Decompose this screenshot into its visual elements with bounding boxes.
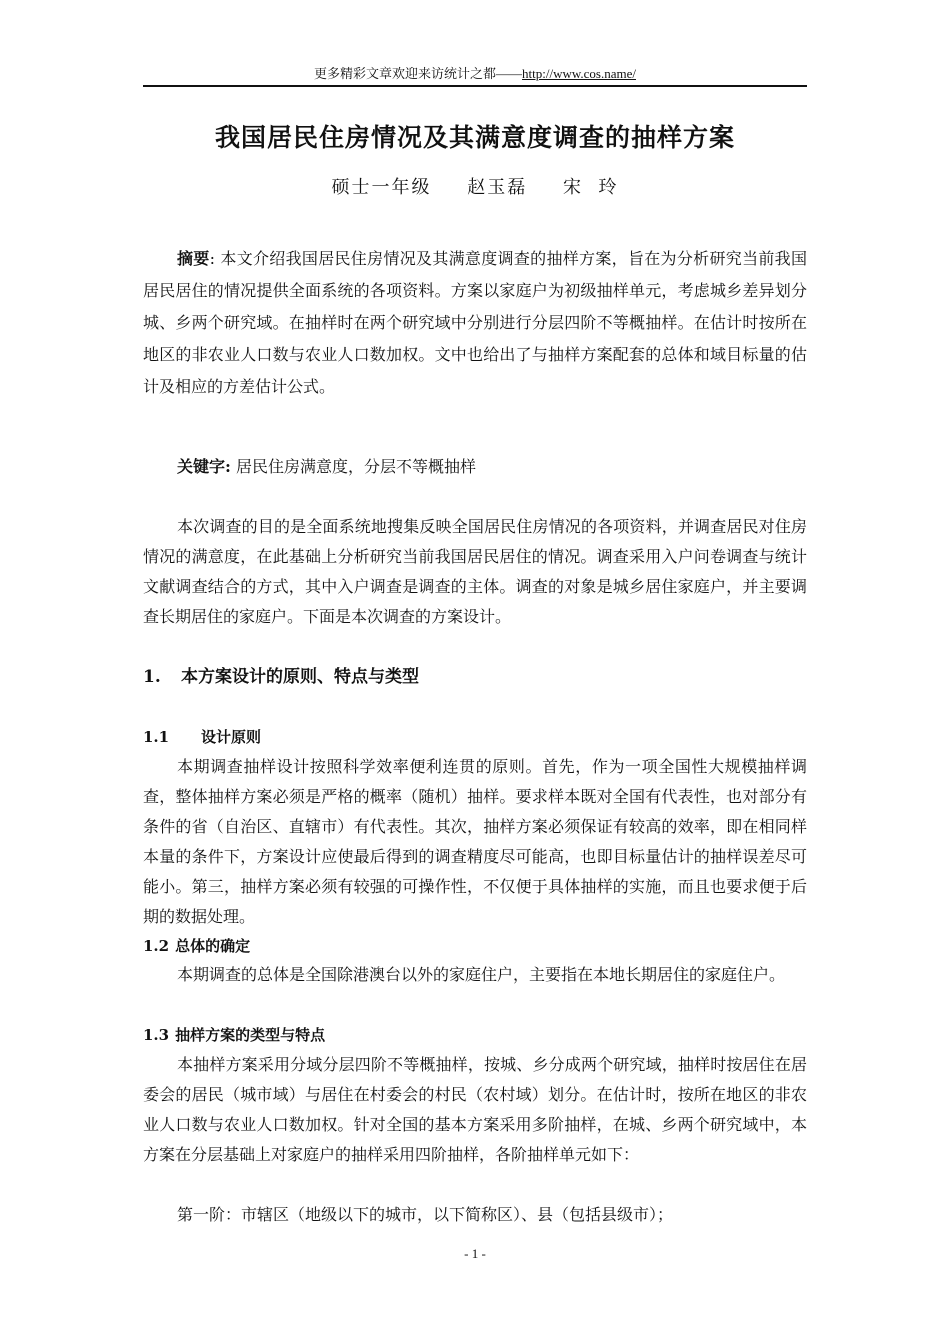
intro-paragraph: 本次调查的目的是全面系统地搜集反映全国居民住房情况的各项资料，并调查居民对住房情况的满意度，在此基础上分析研究当前我国居民居住的情况。调查采用入户问卷调查与统计文献调查结合的方式，其中入户调查是调查的主体。调查的对象是城乡居住家庭户，并主要调查长期居住的家庭户。下面是本次调查的方案设计。 xyxy=(143,517,807,626)
paper-title: 我国居民住房情况及其满意度调查的抽样方案 xyxy=(214,123,735,152)
stage-1-line: 第一阶：市辖区（地级以下的城市，以下简称区）、县（包括县级市）； xyxy=(177,1205,674,1224)
author-name-2: 宋 玲 xyxy=(563,177,619,198)
author-name-1: 赵玉磊 xyxy=(467,177,528,198)
abstract xyxy=(143,243,807,403)
keywords-text: 居民住房满意度，分层不等概抽样 xyxy=(230,457,477,476)
section-1-1-heading xyxy=(143,725,261,749)
section-1-3-title: 抽样方案的类型与特点 xyxy=(175,1026,326,1044)
section-1-1-number: 1.1 xyxy=(143,728,170,746)
header-rule xyxy=(143,85,807,87)
section-1-title: 本方案设计的原则、特点与类型 xyxy=(181,667,419,687)
author-grade: 硕士一年级 xyxy=(331,177,432,198)
section-1-1-paragraph: 本期调查抽样设计按照科学效率便利连贯的原则。首先，作为一项全国性大规模抽样调查，整体抽样方案必须是严格的概率（随机）抽样。要求样本既对全国有代表性，也对部分有条件的省（自治区、直辖市）有代表性。其次，抽样方案必须保证有较高的效率，即在相同样本量的条件下，方案设计应使最后得到的调查精度尽可能高，也即目标量估计的抽样误差尽可能小。第三，抽样方案必须有较强的可操作性，不仅便于具体抽样的实施，而且也要求便于后期的数据处理。 xyxy=(143,757,807,926)
section-1-3-number: 1.3 xyxy=(143,1026,170,1044)
section-1-2-number: 1.2 xyxy=(143,937,170,955)
running-header xyxy=(143,66,807,82)
keywords-label: 关键字: xyxy=(177,457,231,476)
section-1-1-title: 设计原则 xyxy=(201,728,262,746)
section-1-heading xyxy=(143,664,419,690)
header-link[interactable]: http://www.cos.name/ xyxy=(522,66,636,81)
page-number: - 1 - xyxy=(464,1246,486,1261)
section-1-3-paragraph: 本抽样方案采用分域分层四阶不等概抽样，按城、乡分成两个研究域，抽样时按居住在居委会的居民（城市域）与居住在村委会的村民（农村域）划分。在估计时，按所在地区的非农业人口数与农业人口数加权。针对全国的基本方案采用多阶抽样，在城、乡两个研究域中，本方案在分层基础上对家庭户的抽样采用四阶抽样，各阶抽样单元如下： xyxy=(143,1055,807,1164)
section-1-3-heading xyxy=(143,1023,325,1047)
keywords xyxy=(143,452,807,482)
header-text: 更多精彩文章欢迎来访统计之都—— xyxy=(314,66,523,81)
author-line xyxy=(143,175,807,201)
section-1-number: 1. xyxy=(143,667,161,687)
section-1-2-heading xyxy=(143,934,250,958)
section-1-2-paragraph: 本期调查的总体是全国除港澳台以外的家庭住户，主要指在本地长期居住的家庭住户。 xyxy=(177,965,786,984)
section-1-2-title: 总体的确定 xyxy=(175,937,251,955)
abstract-text: : 本文介绍我国居民住房情况及其满意度调查的抽样方案，旨在为分析研究当前我国居民居住的情况提供全面系统的各项资料。方案以家庭户为初级抽样单元，考虑城乡差异划分城、乡两个研究域。在抽样时在两个研究域中分别进行分层四阶不等概抽样。在估计时按所在地区的非农业人口数与农业人口数加权。文中也给出了与抽样方案配套的总体和域目标量的估计及相应的方差估计公式。 xyxy=(143,249,807,396)
abstract-label: 摘要 xyxy=(177,249,210,268)
